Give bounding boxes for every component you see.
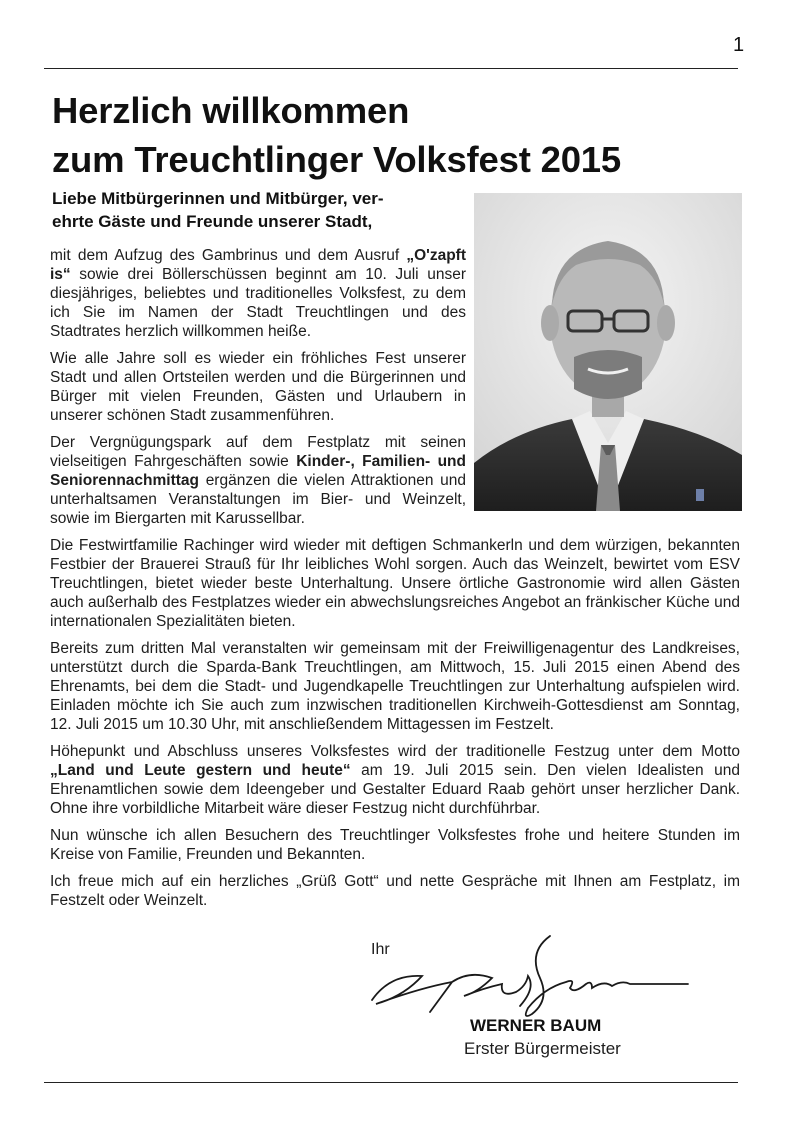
greeting-line-2: ehrte Gäste und Freunde unserer Stadt,: [52, 212, 373, 231]
signer-name: WERNER BAUM: [470, 1016, 602, 1035]
title-line-2: zum Treuchtlinger Volksfest 2015: [52, 139, 622, 180]
paragraph-greeting: Ich freue mich auf ein herzliches „Grüß Gott“ und nette Gespräche mit Ihnen am Festplatz, im Festzelt oder Weinzelt.: [50, 873, 740, 909]
paragraph-wishes: Nun wünsche ich allen Besuchern des Treuchtlinger Volksfestes frohe und heitere Stunden im Kreise von Familie, Freunden und Bekannten.: [50, 827, 740, 863]
paragraph-opening: mit dem Aufzug des Gambrinus und dem Ausruf „O'zapft is“ sowie drei Böllerschüssen beginnt am 10. Juli unser diesjähriges, beliebtes und traditionelles Volksfest, zu dem ich Sie im Namen der Stadt Treuchtlingen und des Stadtrates herzlich willkommen heiße.: [50, 247, 466, 340]
closing-salutation: Ihr: [371, 941, 390, 958]
footer-rule: [44, 1082, 738, 1083]
page-number: 1: [733, 34, 745, 56]
paragraph-volunteer-evening: Bereits zum dritten Mal veranstalten wir gemeinsam mit der Freiwilligenagentur des Landkreises, unterstützt durch die Sparda-Bank Treuchtlingen, am Mittwoch, 15. Juli 2015 einen Abend des Ehrenamts, bei dem die Stadt- und Jugendkapelle Treuchtlingen zur Unterhaltung aufspielen wird. Einladen möchte ich Sie auch zum inzwischen traditionellen Kirchweih-Gottesdienst am Sonntag, 12. Juli 2015 um 10.30 Uhr, mit anschließendem Mittagessen im Festzelt.: [50, 640, 740, 733]
header-rule: [44, 68, 738, 69]
handwritten-signature: [360, 922, 690, 1022]
letter-body: [50, 246, 740, 918]
paragraph-parade: Höhepunkt und Abschluss unseres Volksfestes wird der traditionelle Festzug unter dem Motto „Land und Leute gestern und heute“ am 19. Juli 2015 sein. Den vielen Idealisten und Ehrenamtlichen sowie dem Ideengeber und Gestalter Eduard Raab gehört unser herzlicher Dank. Ohne ihre vorbildliche Mitarbeit wäre dieser Festzug nicht durchführbar.: [50, 743, 740, 817]
paragraph-gastronomy: Die Festwirtfamilie Rachinger wird wieder mit deftigen Schmankerln und dem würzigen, bekannten Festbier der Brauerei Strauß für Ihr leibliches Wohl sorgen. Auch das Weinzelt, bewirtet vom ESV Treuchtlingen, bietet wieder beste Unterhaltung. Unsere örtliche Gastronomie wird allen Gästen auch außerhalb des Festplatzes wieder ein abwechslungsreiches Angebot an fränkischer Küche und internationalen Spezialitäten bieten.: [50, 537, 740, 630]
page-title: [52, 86, 621, 184]
greeting: [52, 187, 472, 233]
greeting-line-1: Liebe Mitbürgerinnen und Mitbürger, ver-: [52, 189, 384, 208]
paragraph-amusement-park: Der Vergnügungspark auf dem Festplatz mit seinen vielseitigen Fahrgeschäften sowie Kinder-, Familien- und Seniorennachmittag ergänzen die vielen Attraktionen und unterhaltsamen Veranstaltungen im Bier- und Weinzelt, sowie im Biergarten mit Karussellbar.: [50, 434, 466, 527]
paragraph-festival: Wie alle Jahre soll es wieder ein fröhliches Fest unserer Stadt und allen Ortsteilen werden und die Bürgerinnen und Bürger mit vielen Freunden, Gästen und Urlaubern in unserer schönen Stadt zusammenführen.: [50, 350, 466, 424]
signer-title: Erster Bürgermeister: [464, 1039, 621, 1058]
photo-wrap-spacer: [466, 246, 740, 514]
title-line-1: Herzlich willkommen: [52, 90, 410, 131]
